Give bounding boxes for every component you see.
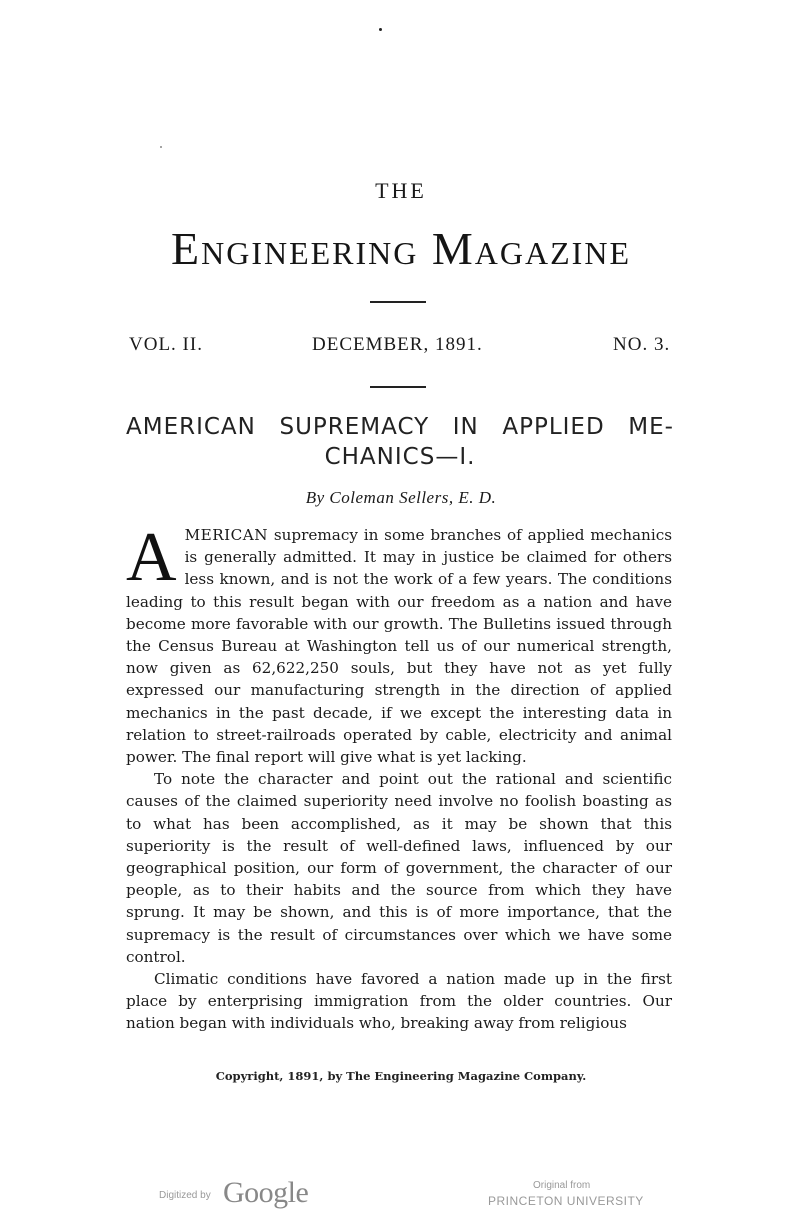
first-word-rest: MERICAN <box>184 526 269 544</box>
title-word: AMERICAN <box>126 414 256 440</box>
issue-date: DECEMBER, 1891. <box>312 334 483 355</box>
article-title-line-2: CHANICS—I. <box>324 444 476 470</box>
paragraph-1 <box>126 519 672 768</box>
institution-name: PRINCETON UNIVERSITY <box>488 1194 644 1208</box>
google-logo: Google <box>223 1176 309 1209</box>
original-from-label: Original from <box>533 1180 591 1191</box>
volume-number: VOL. II. <box>129 334 203 355</box>
digitized-by-label: Digitized by <box>159 1190 211 1201</box>
magazine-title: Engineering Magazine <box>171 223 631 274</box>
title-word: IN <box>452 414 479 440</box>
drop-cap: A <box>126 519 177 596</box>
scan-speck <box>160 146 162 148</box>
title-word: ME- <box>628 414 674 440</box>
title-word: APPLIED <box>502 414 605 440</box>
scan-speck <box>379 28 382 31</box>
title-word: SUPREMACY <box>279 414 430 440</box>
divider-rule <box>370 301 426 303</box>
paragraph-1-text: supremacy in some branches of applied mechanics is generally admitted. It may in justice be claimed for others less known, and is not the work of a few years. The conditions leading to this result began with our freedom as a nation and have become more favorable with our growth. The Bulletins issued through the Census Bureau at Washington tell us of our numerical strength, now given as 62,622,250 souls, but they have not as yet fully expressed our manufacturing strength in the direction of applied mechanics in the past decade, if we except the interesting data in relation to street-railroads operated by cable, electricity and animal power. The final report will give what is yet lacking. <box>126 526 672 767</box>
article-title-line-1 <box>126 414 674 440</box>
author-byline: By Coleman Sellers, E. D. <box>305 488 497 507</box>
paragraph-3: Climatic conditions have favored a nation made up in the first place by enterprising immigration from the older countries. Our nation began with individuals who, breaking away from religious <box>126 970 672 1033</box>
divider-rule <box>370 386 426 388</box>
article-title <box>126 414 674 470</box>
paragraph-2: To note the character and point out the rational and scientific causes of the claimed superiority need involve no foolish boasting as to what has been accomplished, as it may be shown that this superiority is the result of well-defined laws, influenced by our geographical position, our form of government, the character of our people, as to their habits and the source from which they have sprung. It may be shown, and this is of more importance, that the supremacy is the result of circumstances over which we have some control. <box>126 770 672 966</box>
masthead-the: THE <box>375 178 427 203</box>
article-body <box>126 519 672 1035</box>
copyright-notice: Copyright, 1891, by The Engineering Magazine Company. <box>215 1069 587 1083</box>
issue-number: NO. 3. <box>613 334 671 355</box>
